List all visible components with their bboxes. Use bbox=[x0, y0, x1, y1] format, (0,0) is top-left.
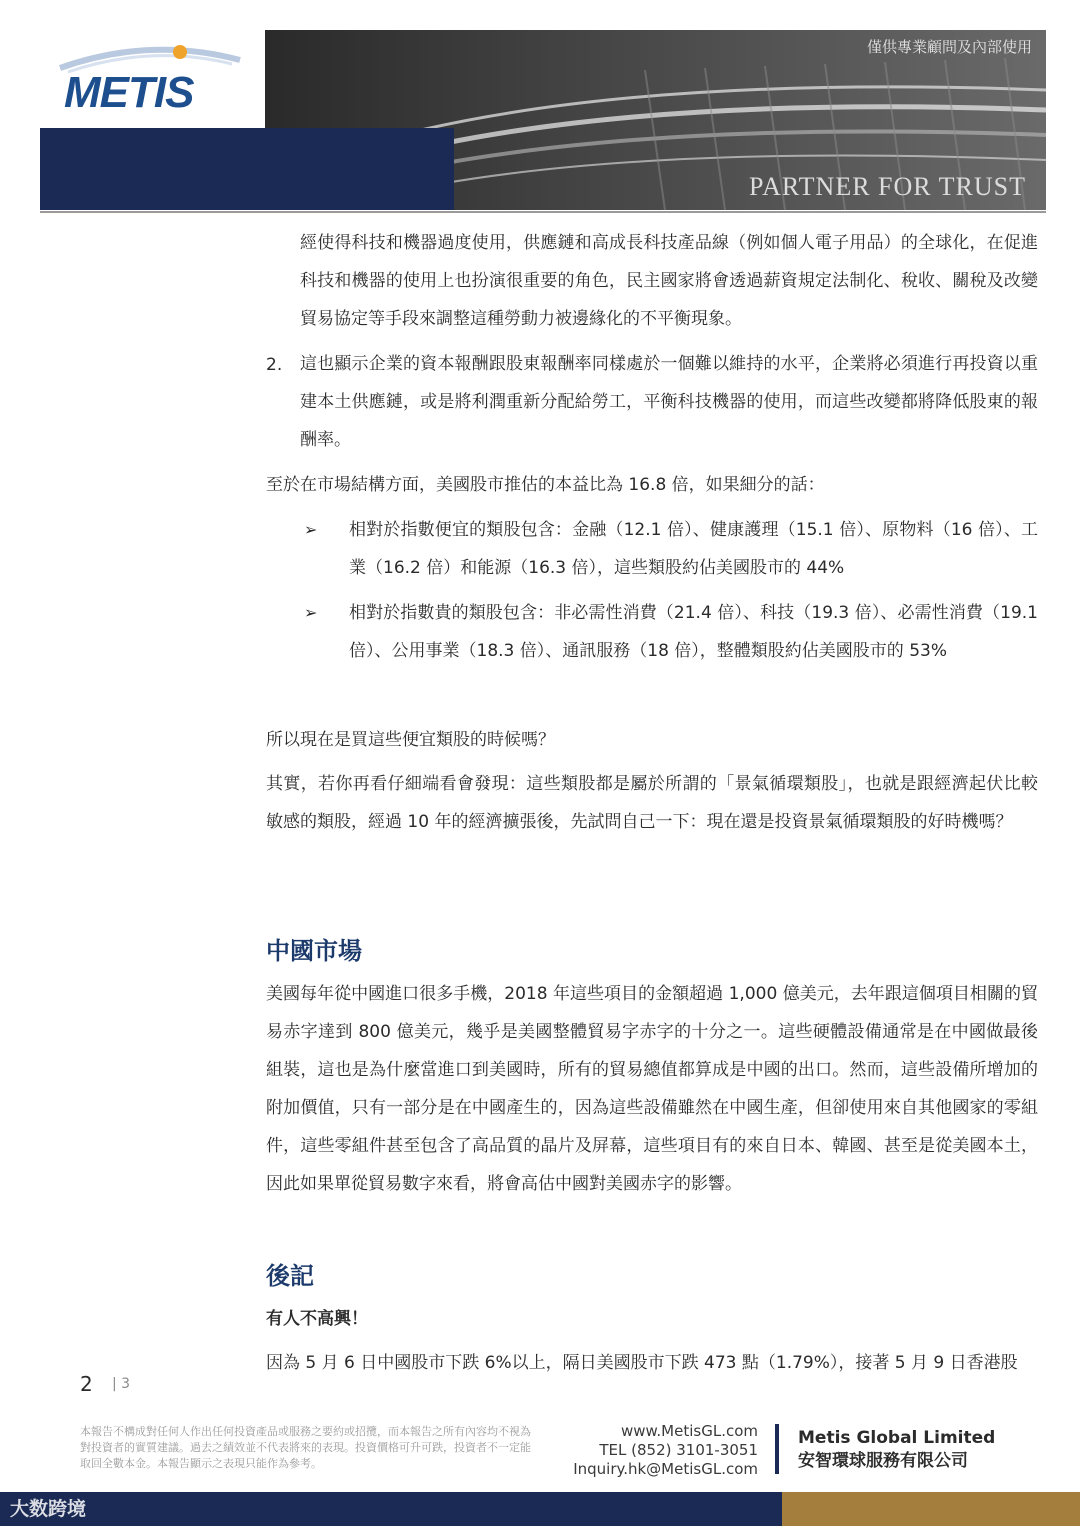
page-total: | 3 bbox=[112, 1376, 131, 1392]
market-structure-paragraph: 至於在市場結構方面，美國股市推估的本益比為 16.8 倍，如果細分的話： bbox=[266, 475, 825, 495]
list-item-2-text: 這也顯示企業的資本報酬跟股東報酬率同樣處於一個難以維持的水平，企業將必須進行再投資以重建本土供應鏈，或是將利潤重新分配給勞工，平衡科技機器的使用，而這些改變都將降低股東的報酬率。 bbox=[300, 354, 1038, 450]
postscript-subheading: 有人不高興！ bbox=[266, 1309, 368, 1329]
list-number-2: 2. bbox=[266, 355, 283, 375]
paragraph-continued: 經使得科技和機器過度使用，供應鏈和高成長科技產品線（例如個人電子用品）的全球化，在促進科技和機器的使用上也扮演很重要的角色，民主國家將會透過薪資規定法制化、稅收、關稅及改變貿易協定等手段來調整這種勞動力被邊緣化的不平衡現象。 bbox=[300, 233, 1038, 329]
bullet-cheap-sectors: 相對於指數便宜的類股包含：金融（12.1 倍）、健康護理（15.1 倍）、原物料（16 倍）、工業（16.2 倍）和能源（16.3 倍），這些類股約佔美國股市的 44% bbox=[349, 520, 1038, 578]
tagline: PARTNER FOR TRUST bbox=[749, 172, 1026, 201]
question-paragraph: 所以現在是買這些便宜類股的時候嗎？ bbox=[266, 730, 555, 750]
telephone: TEL (852) 3101-3051 bbox=[599, 1441, 758, 1459]
footer-divider bbox=[775, 1424, 779, 1474]
bottom-navy-bar bbox=[0, 1492, 782, 1526]
company-name-zh: 安智環球服務有限公司 bbox=[798, 1451, 968, 1471]
bullet-arrow-icon: ➢ bbox=[304, 603, 318, 622]
contact-block bbox=[560, 1422, 758, 1479]
internal-use-label: 僅供專業顧問及內部使用 bbox=[866, 38, 1032, 56]
bullet-arrow-icon: ➢ bbox=[304, 520, 318, 539]
page-number: 2 bbox=[80, 1372, 93, 1396]
logo-text: METIS bbox=[64, 68, 194, 117]
bullet-expensive-sectors: 相對於指數貴的類股包含：非必需性消費（21.4 倍）、科技（19.3 倍）、必需性消費（19.1 倍）、公用事業（18.3 倍）、通訊服務（18 倍），整體類股約佔美國股市的 53% bbox=[349, 603, 1038, 661]
answer-paragraph: 其實，若你再看仔細端看會發現：這些類股都是屬於所謂的「景氣循環類股」，也就是跟經濟起伏比較敏感的類股，經過 10 年的經濟擴張後，先試問自己一下：現在還是投資景氣循環類股的好時機嗎？ bbox=[266, 774, 1038, 832]
postscript-heading: 後記 bbox=[266, 1262, 314, 1290]
metis-logo bbox=[40, 38, 265, 130]
china-market-heading: 中國市場 bbox=[266, 937, 362, 965]
email-link[interactable]: Inquiry.hk@MetisGL.com bbox=[573, 1460, 758, 1478]
disclaimer-text: 本報告不構成對任何人作出任何投資產品或服務之要約或招攬，而本報告之所有內容均不視為對投資者的實質建議。過去之績效並不代表將來的表現。投資價格可升可跌，投資者不一定能取回全數本金。本報告顯示之表現只能作為參考。 bbox=[80, 1425, 531, 1470]
header-divider bbox=[40, 211, 1046, 213]
watermark-text: 大数跨境 bbox=[10, 1498, 87, 1520]
china-market-paragraph: 美國每年從中國進口很多手機，2018 年這些項目的金額超過 1,000 億美元，去年跟這個項目相關的貿易赤字達到 800 億美元，幾乎是美國整體貿易字赤字的十分之一。這些硬體設備通常是在中國做最後組裝，這也是為什麼當進口到美國時，所有的貿易總值都算成是中國的出口。然而，這些設備所增加的附加價值，只有一部分是在中國產生的，因為這些設備雖然在中國生產，但卻使用來自其他國家的零組件，這些零組件甚至包含了高品質的晶片及屏幕，這些項目有的來自日本、韓國、甚至是從美國本土，因此如果單從貿易數字來看，將會高估中國對美國赤字的影響。 bbox=[266, 984, 1038, 1194]
postscript-paragraph: 因為 5 月 6 日中國股市下跌 6%以上，隔日美國股市下跌 473 點（1.79%），接著 5 月 9 日香港股 bbox=[266, 1353, 1018, 1373]
company-name-block bbox=[798, 1427, 995, 1473]
company-name-en: Metis Global Limited bbox=[798, 1428, 996, 1448]
navy-header-block bbox=[40, 128, 454, 210]
website-link[interactable]: www.MetisGL.com bbox=[620, 1422, 758, 1440]
bottom-gold-bar bbox=[782, 1492, 1080, 1526]
